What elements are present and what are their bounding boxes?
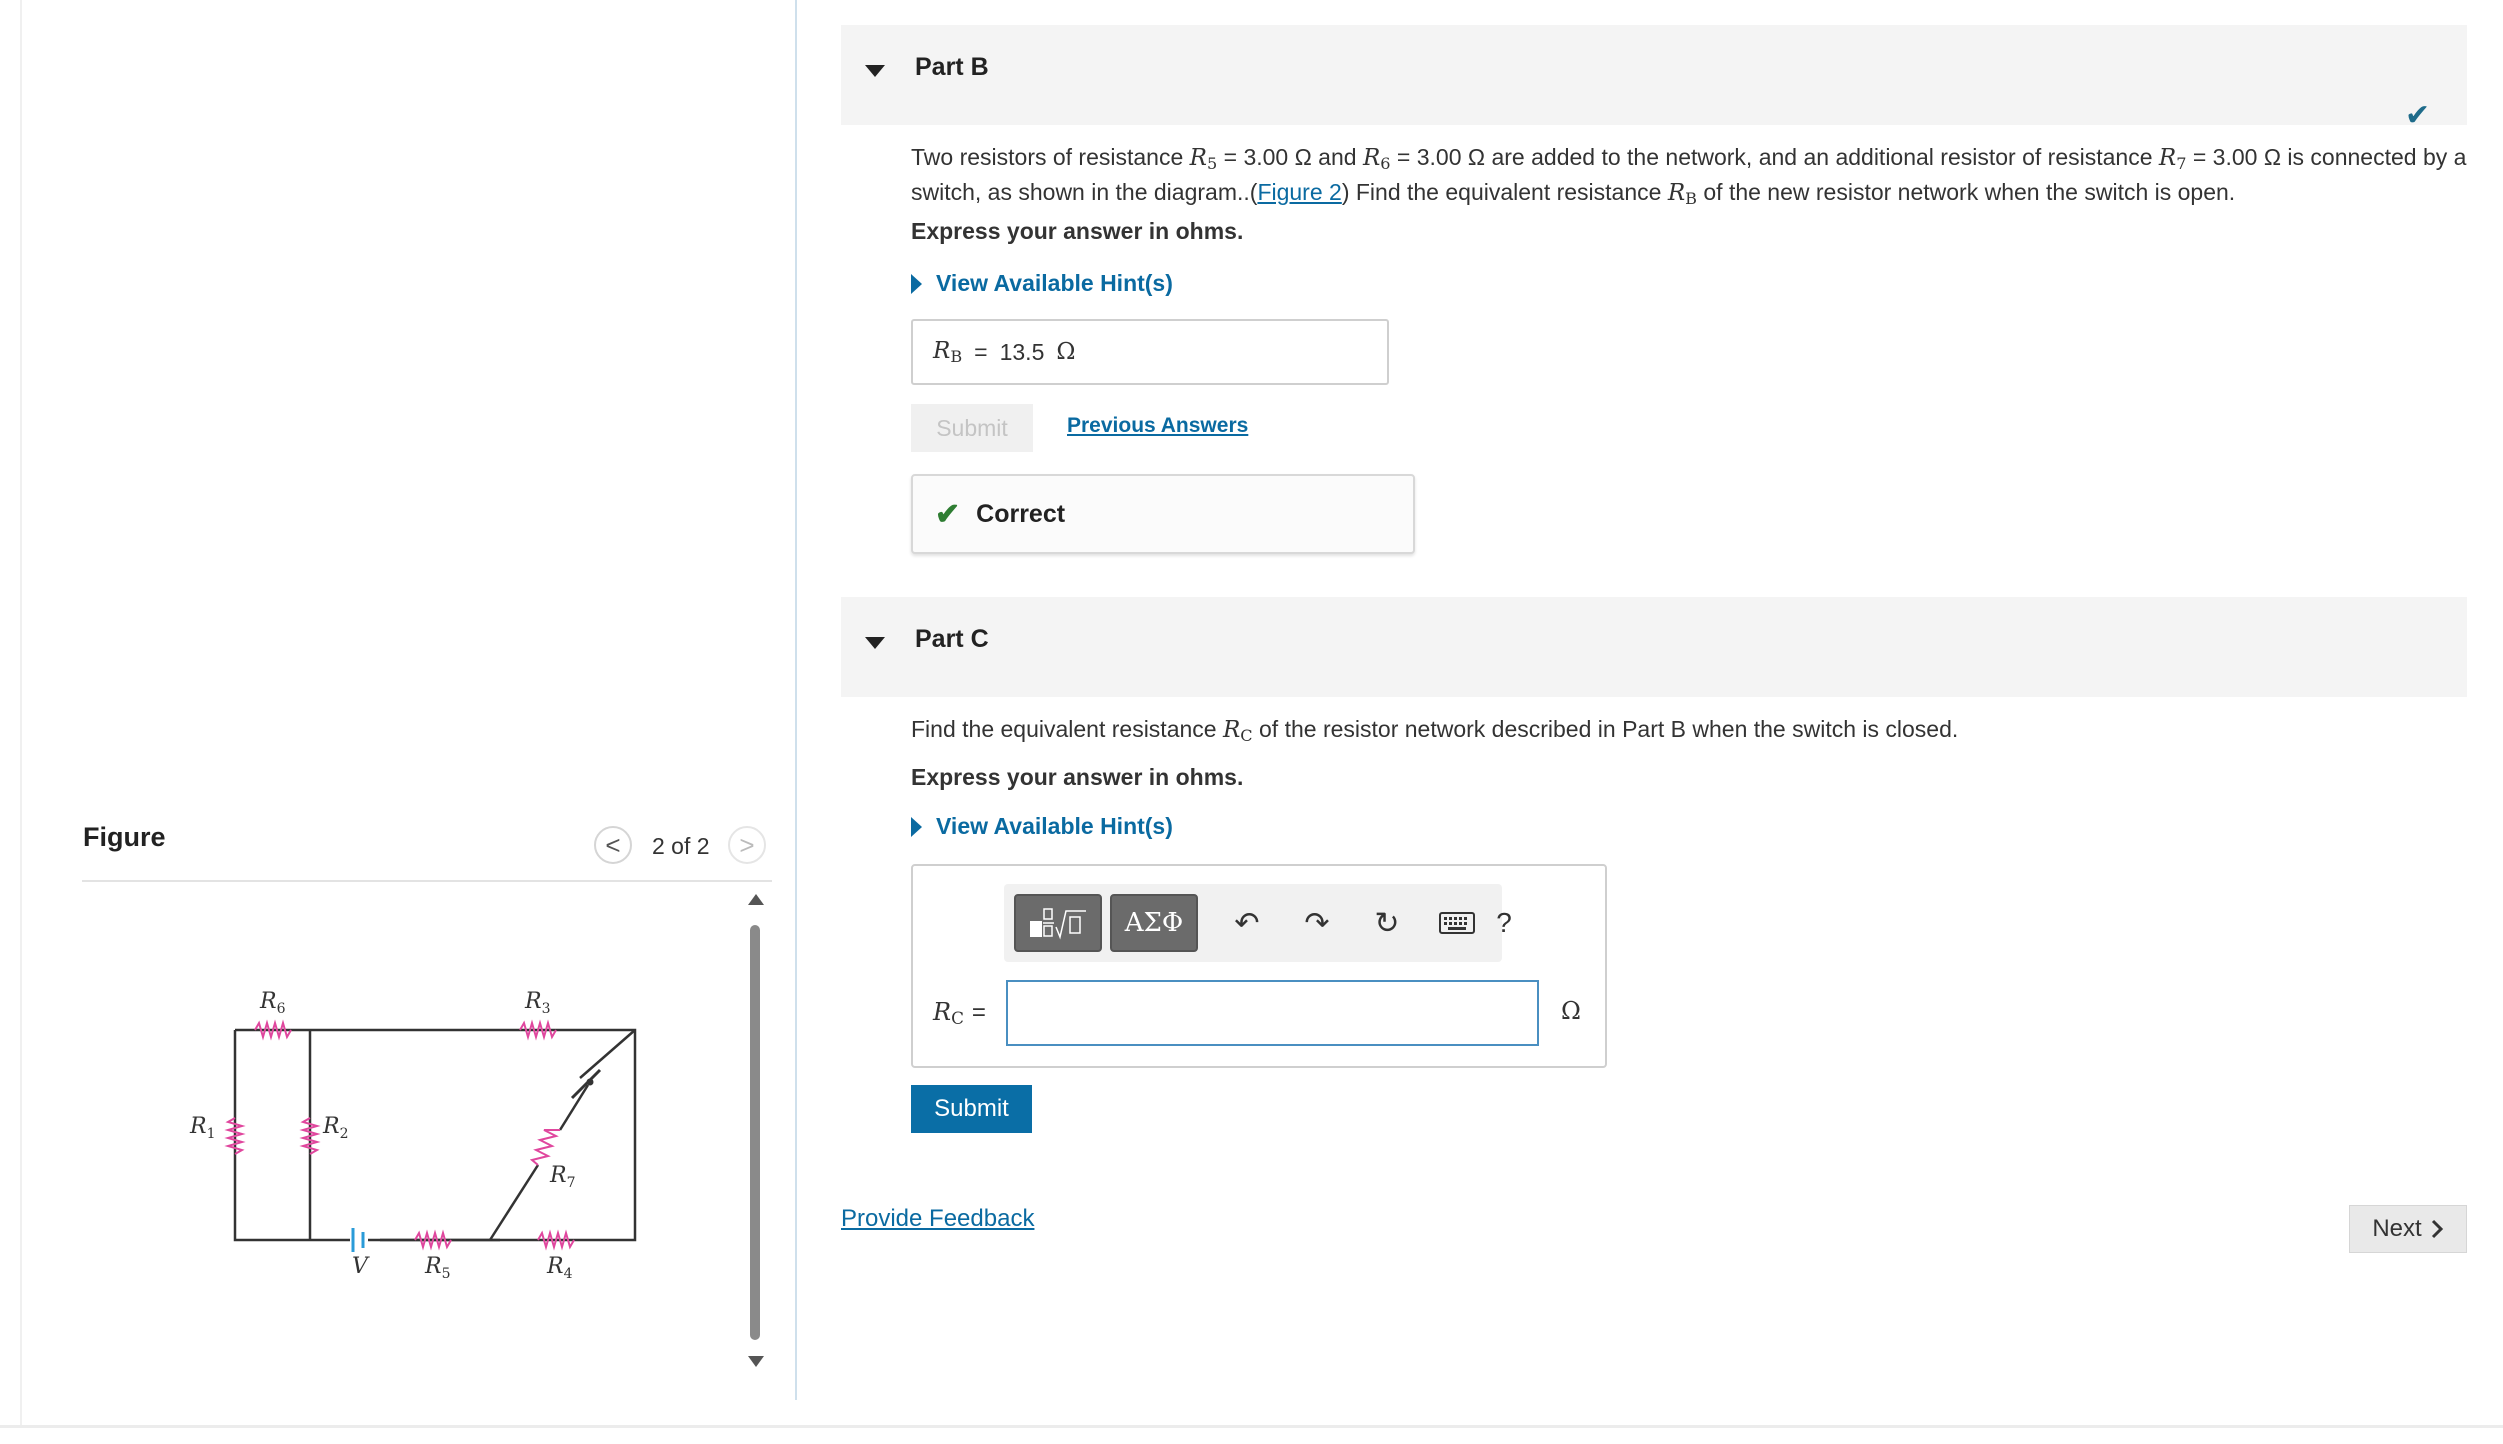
q-text: ) Find the equivalent resistance xyxy=(1341,179,1668,206)
left-border xyxy=(20,0,22,1425)
var-rc: $R_C$ xyxy=(1222,717,1253,746)
part-c-express: Express your answer in ohms. xyxy=(911,764,1244,790)
resistor-r2 xyxy=(303,1118,317,1154)
part-c-submit-button[interactable]: Submit xyxy=(911,1085,1032,1133)
var-r5: $R_5$ xyxy=(1189,145,1218,174)
figure-next-button[interactable] xyxy=(728,826,766,864)
figure-header-rule xyxy=(82,880,772,882)
rc-label: $R_C$ = xyxy=(933,998,986,1029)
templates-button[interactable] xyxy=(1014,894,1102,952)
wire-diag-mid xyxy=(560,1085,588,1130)
circuit-diagram xyxy=(160,970,680,1290)
chevron-left-icon: < xyxy=(605,829,621,860)
label-r2: $R_2$ xyxy=(323,1114,349,1142)
answer-var: $R_B$ xyxy=(933,337,963,366)
part-c-header[interactable] xyxy=(841,597,2467,697)
q-text: = 3.00 Ω and xyxy=(1217,144,1363,170)
resistor-r1 xyxy=(228,1118,242,1154)
part-b-answer xyxy=(911,319,1389,385)
figure-prev-button[interactable] xyxy=(594,826,632,864)
var-rb: $R_B$ xyxy=(1667,180,1697,209)
wire-top-right xyxy=(235,1030,635,1240)
math-toolbar xyxy=(1004,884,1512,962)
scroll-down-arrow-icon[interactable] xyxy=(748,1356,764,1367)
figure-scrollbar-thumb[interactable] xyxy=(750,925,760,1340)
caret-down-icon xyxy=(865,65,885,77)
figure-pane-divider xyxy=(795,0,797,1400)
wire-diag-low xyxy=(490,1165,538,1240)
var-r6: $R_6$ xyxy=(1362,145,1391,174)
figure-pager-text: 2 of 2 xyxy=(652,833,710,859)
help-icon[interactable]: ? xyxy=(1496,907,1512,938)
wire-diag-top xyxy=(580,1030,635,1078)
resistor-r5 xyxy=(415,1233,451,1247)
chevron-right-icon xyxy=(2430,1219,2444,1239)
previous-answers-link[interactable]: Previous Answers xyxy=(1067,414,1249,437)
rc-unit: Ω xyxy=(1561,997,1581,1025)
next-button[interactable] xyxy=(2349,1205,2467,1253)
answer-unit: Ω xyxy=(1056,339,1076,365)
q-text: = 3.00 Ω are added to the network, and an additional resistor of resistance xyxy=(1390,144,2159,170)
label-r4: $R_4$ xyxy=(547,1254,573,1282)
q-text: = 3.00 Ω is connected by a switch, as shown in the diagram..( xyxy=(911,144,2467,206)
completed-check-icon: ✔ xyxy=(2405,99,2431,132)
var-r7: $R_7$ xyxy=(2158,145,2187,174)
q-text: of the resistor network described in Part B when the switch is closed. xyxy=(1252,716,1959,742)
figure-2-link[interactable]: Figure 2 xyxy=(1257,179,1342,206)
caret-right-icon xyxy=(911,274,922,294)
bottom-border xyxy=(0,1425,2503,1428)
q-text: Two resistors of resistance xyxy=(911,144,1190,170)
resistor-r3 xyxy=(520,1023,556,1037)
check-icon: ✔ xyxy=(935,497,961,531)
part-c-hint-toggle[interactable] xyxy=(911,813,1173,840)
scroll-up-arrow-icon[interactable] xyxy=(748,894,764,905)
resistor-r7 xyxy=(532,1130,560,1165)
math-answer-editor xyxy=(911,864,1607,1068)
part-b-header[interactable] xyxy=(841,25,2467,125)
label-r7: $R_7$ xyxy=(550,1163,576,1191)
correct-feedback xyxy=(911,474,1415,554)
chevron-right-icon: > xyxy=(739,829,755,860)
correct-label: Correct xyxy=(976,499,1066,528)
hint-label: View Available Hint(s) xyxy=(936,813,1173,839)
label-v: V xyxy=(352,1254,368,1279)
part-b-express: Express your answer in ohms. xyxy=(911,218,1244,244)
redo-icon[interactable]: ↷ xyxy=(1304,906,1330,940)
equals-sign: = xyxy=(974,338,988,365)
label-r6: $R_6$ xyxy=(260,989,286,1017)
rc-answer-input[interactable] xyxy=(1006,980,1539,1046)
part-b-hint-toggle[interactable] xyxy=(911,270,1173,297)
part-b-title: Part B xyxy=(915,53,989,81)
resistor-r6 xyxy=(255,1023,291,1037)
part-b-question xyxy=(911,143,2471,213)
answer-value: 13.5 xyxy=(999,338,1045,365)
figure-title: Figure xyxy=(83,822,166,852)
next-label: Next xyxy=(2372,1215,2422,1242)
caret-down-icon xyxy=(865,637,885,649)
part-b-submit-button[interactable]: Submit xyxy=(911,404,1033,452)
resistor-r4 xyxy=(538,1233,574,1247)
fraction-root-icon xyxy=(1026,903,1090,943)
part-c-title: Part C xyxy=(915,625,989,653)
caret-right-icon xyxy=(911,817,922,837)
provide-feedback-link[interactable]: Provide Feedback xyxy=(841,1205,1035,1232)
greek-symbols-button[interactable]: ΑΣΦ xyxy=(1110,894,1198,952)
part-c-question xyxy=(911,715,2471,750)
undo-icon[interactable]: ↶ xyxy=(1234,906,1260,940)
keyboard-icon[interactable] xyxy=(1432,898,1482,948)
label-r5: $R_5$ xyxy=(425,1254,451,1282)
q-text: of the new resistor network when the switch is open. xyxy=(1696,179,2236,206)
reset-icon[interactable]: ↻ xyxy=(1374,906,1400,940)
hint-label: View Available Hint(s) xyxy=(936,270,1173,296)
label-r1: $R_1$ xyxy=(190,1114,216,1142)
q-text: Find the equivalent resistance xyxy=(911,716,1223,742)
label-r3: $R_3$ xyxy=(525,989,551,1017)
